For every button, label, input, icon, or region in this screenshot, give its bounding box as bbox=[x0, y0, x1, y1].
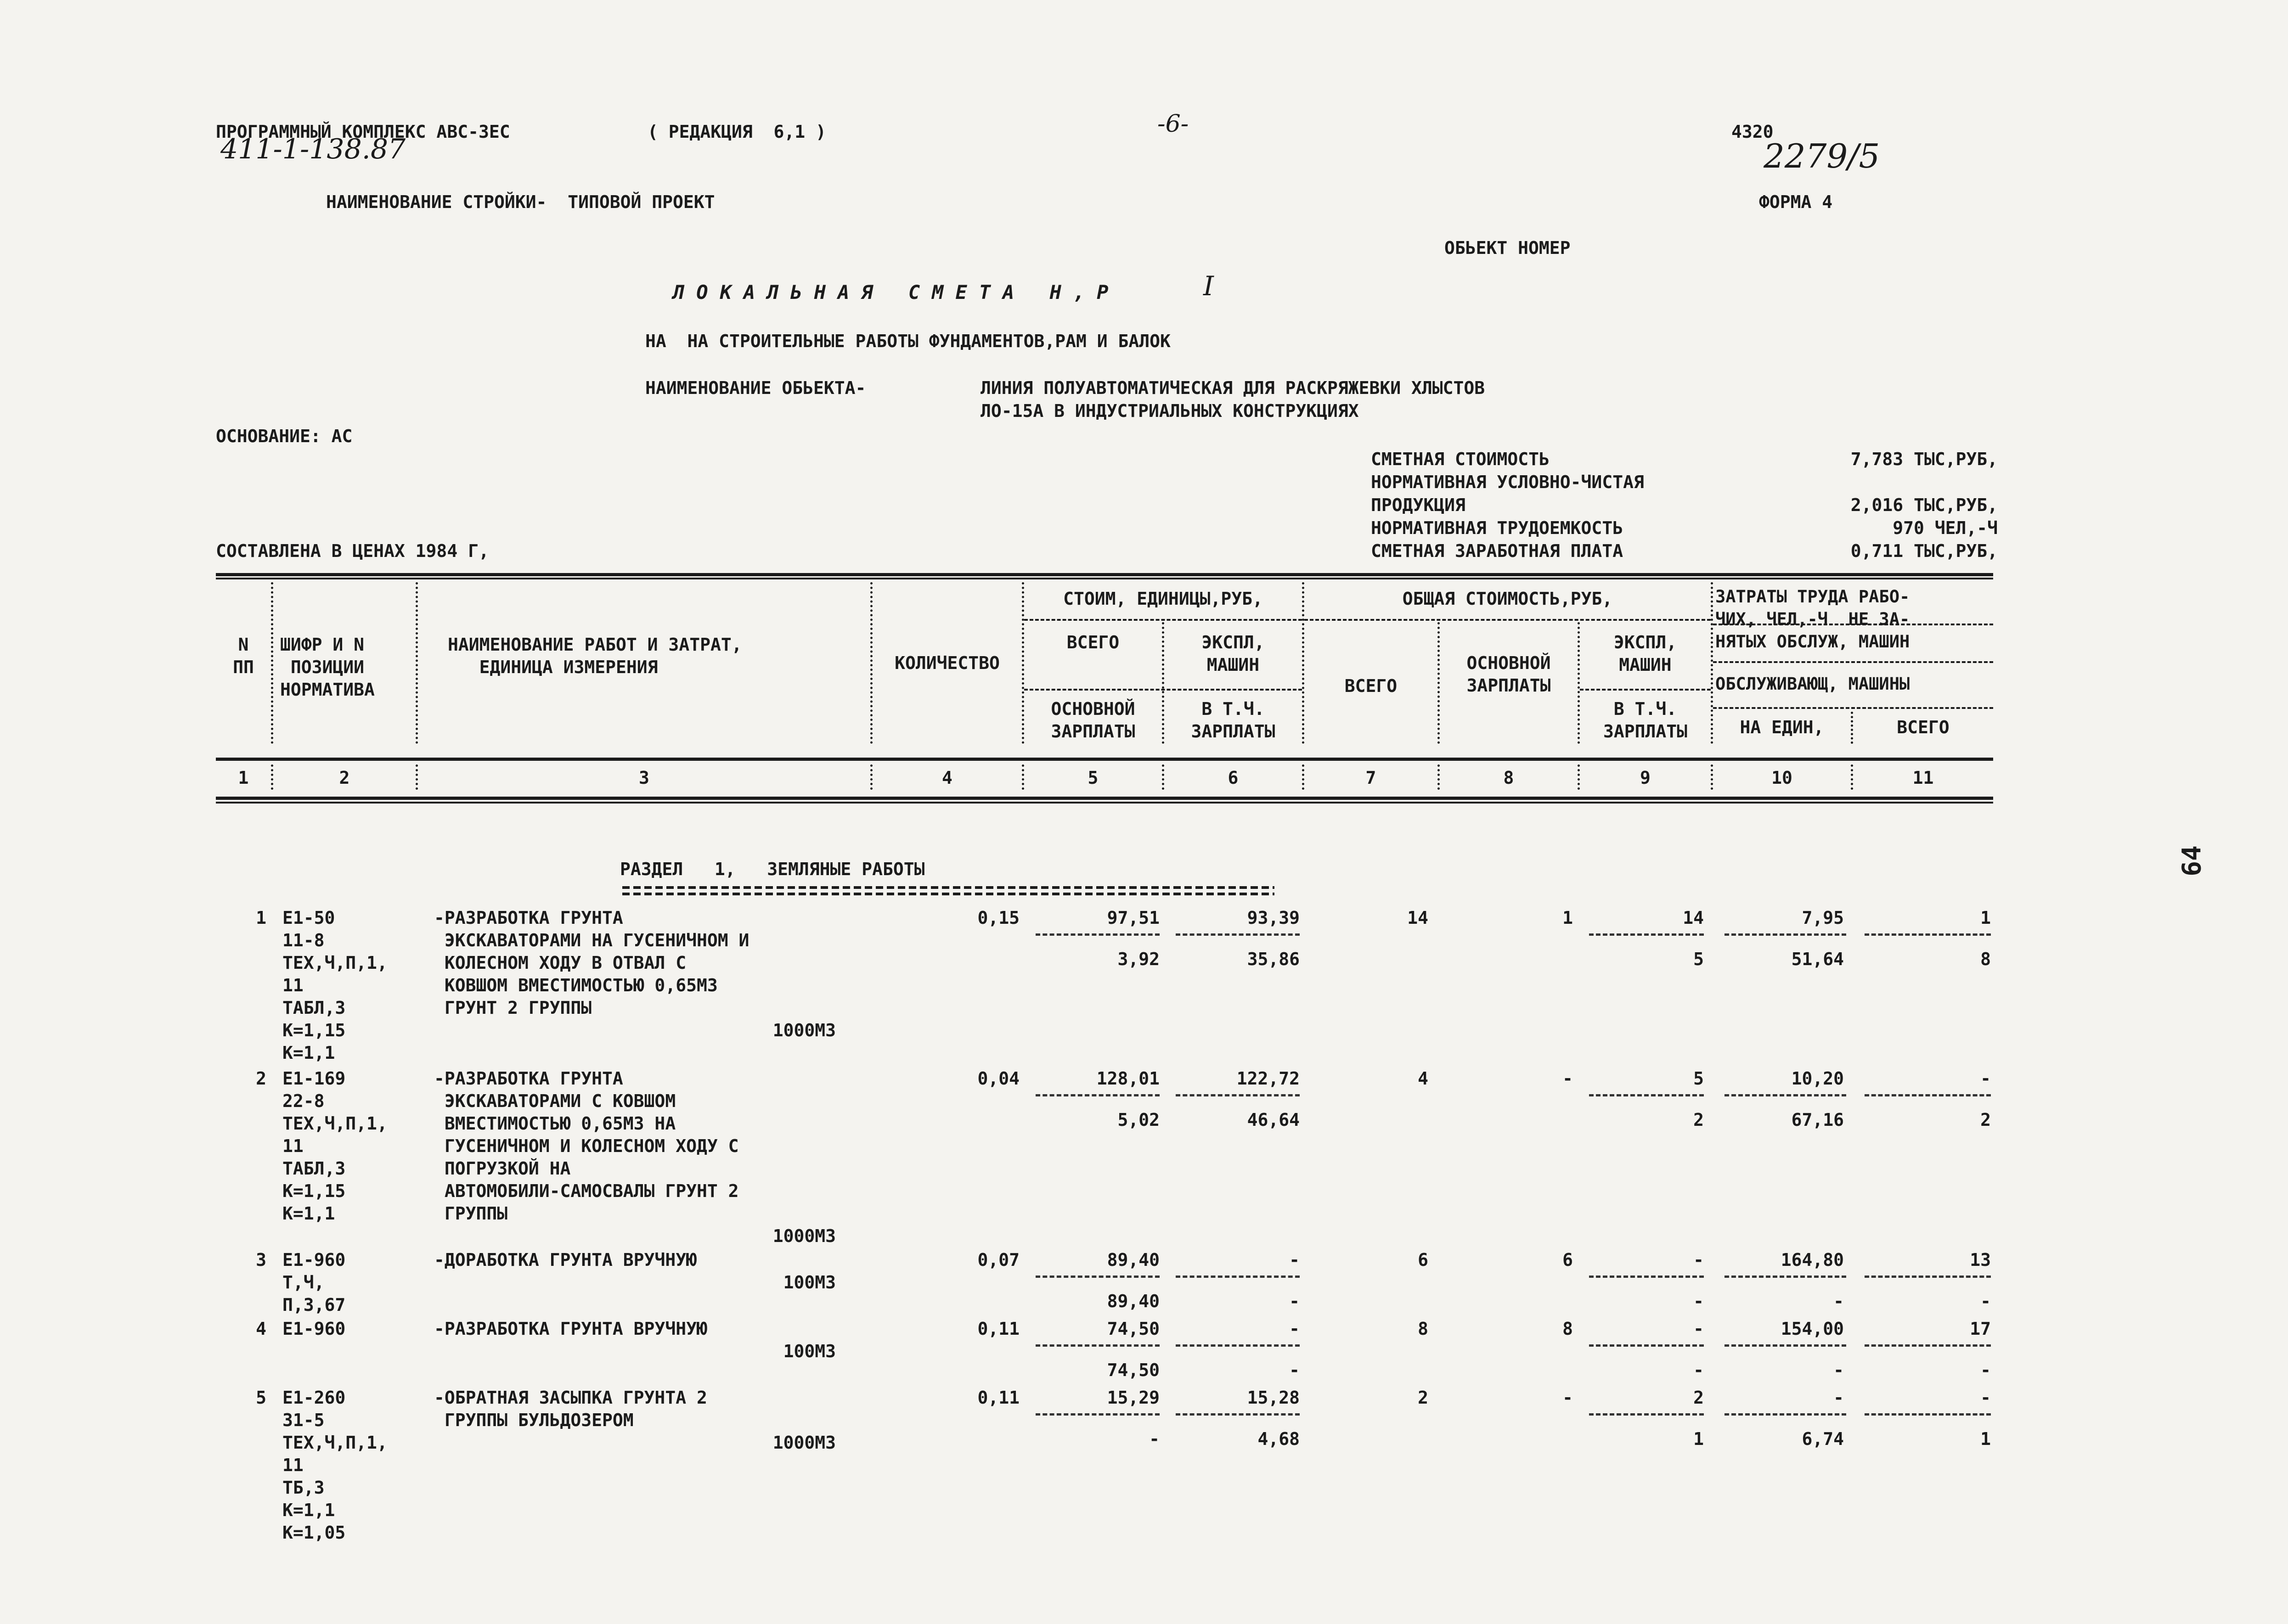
row-unit-machines: 15,28 bbox=[1247, 1388, 1300, 1408]
basis: ОСНОВАНИЕ: АС bbox=[216, 426, 353, 446]
summary-label: НОРМАТИВНАЯ УСЛОВНО-ЧИСТАЯ bbox=[1371, 472, 1644, 492]
handwritten-project-number: 411-1-138.87 bbox=[220, 133, 406, 165]
col-header-base-wage: ОСНОВНОЙ ЗАРПЛАТЫ bbox=[1051, 699, 1135, 742]
col-header-qty: КОЛИЧЕСТВО bbox=[895, 653, 1000, 673]
row-incl-wage: 2 bbox=[1693, 1110, 1704, 1130]
row-code: Е1-960 Т,Ч, П,3,67 bbox=[282, 1250, 346, 1315]
row-unit-total: 74,50 bbox=[1107, 1319, 1160, 1339]
row-machines: 5 bbox=[1693, 1068, 1704, 1089]
code-4320: 4320 bbox=[1731, 122, 1774, 142]
row-rule bbox=[1036, 933, 1160, 936]
row-labor-total: - bbox=[1980, 1388, 1991, 1408]
col-number: 3 bbox=[639, 768, 649, 788]
row-name: -РАЗРАБОТКА ГРУНТА ВРУЧНУЮ bbox=[434, 1319, 707, 1339]
col-number: 6 bbox=[1228, 768, 1239, 788]
row-machine-labor-per-unit: - bbox=[1833, 1291, 1844, 1311]
row-quantity: 0,04 bbox=[977, 1068, 1020, 1089]
row-total: 14 bbox=[1407, 908, 1428, 928]
col-sep bbox=[1162, 764, 1164, 790]
row-machine-labor-per-unit: - bbox=[1833, 1360, 1844, 1380]
rule bbox=[216, 797, 1993, 800]
col-header-incl-wage: В Т.Ч. ЗАРПЛАТЫ bbox=[1191, 699, 1275, 742]
row-code: Е1-50 11-8 ТЕХ,Ч,П,1, 11 ТАБЛ,3 К=1,15 К=1,1 bbox=[282, 908, 388, 1063]
handwritten-sheet-number: 2279/5 bbox=[1764, 137, 1880, 175]
row-incl-wage: - bbox=[1693, 1291, 1704, 1311]
col-sep bbox=[271, 582, 273, 744]
row-machines: 2 bbox=[1693, 1388, 1704, 1408]
row-unit-base-wage: 5,02 bbox=[1117, 1110, 1160, 1130]
row-name: -РАЗРАБОТКА ГРУНТА ЭКСКАВАТОРАМИ С КОВШОМ ВМЕСТИМОСТЬЮ 0,65М3 НА ГУСЕНИЧНОМ И КОЛЕСНОМ ХОДУ С ПОГРУЗКОЙ НА АВТОМОБИЛИ-САМОСВАЛЫ ГРУНТ 2 ГРУППЫ bbox=[434, 1068, 739, 1224]
row-rule bbox=[1865, 1276, 1991, 1278]
row-total: 8 bbox=[1418, 1319, 1428, 1339]
row-incl-wage: 5 bbox=[1693, 949, 1704, 969]
summary-value: 0,711 ТЫС,РУБ, bbox=[1850, 541, 1998, 561]
col-sep bbox=[1302, 764, 1304, 790]
col-sep bbox=[1851, 764, 1853, 790]
row-quantity: 0,15 bbox=[977, 908, 1020, 928]
row-unit-machines: - bbox=[1289, 1250, 1300, 1270]
summary-label: СМЕТНАЯ СТОИМОСТЬ bbox=[1371, 449, 1550, 469]
rule bbox=[216, 578, 1993, 579]
row-machines: 14 bbox=[1683, 908, 1704, 928]
row-number: 5 bbox=[256, 1388, 266, 1408]
row-quantity: 0,07 bbox=[977, 1250, 1020, 1270]
row-unit-base-wage: 3,92 bbox=[1117, 949, 1160, 969]
row-unit-incl-wage: 46,64 bbox=[1247, 1110, 1300, 1130]
object-line-2: ЛО-15А В ИНДУСТРИАЛЬНЫХ КОНСТРУКЦИЯХ bbox=[981, 401, 1359, 421]
row-quantity: 0,11 bbox=[977, 1319, 1020, 1339]
row-unit: 1000М3 bbox=[772, 1433, 836, 1453]
row-machine-labor-total: 1 bbox=[1980, 1429, 1991, 1449]
row-number: 2 bbox=[256, 1068, 266, 1089]
col-header-n: N ПП bbox=[233, 635, 254, 677]
row-total: 2 bbox=[1418, 1388, 1428, 1408]
col-sep bbox=[1578, 764, 1580, 790]
row-rule bbox=[1865, 1344, 1991, 1347]
row-unit-machines: 93,39 bbox=[1247, 908, 1300, 928]
row-machine-labor-total: 2 bbox=[1980, 1110, 1991, 1130]
row-code: Е1-960 bbox=[282, 1319, 346, 1339]
row-rule bbox=[1589, 1276, 1704, 1278]
form-number: ФОРМА 4 bbox=[1759, 192, 1833, 212]
program-name: ПРОГРАММНЫЙ КОМПЛЕКС АВС-3ЕС bbox=[216, 122, 510, 142]
row-unit-total: 89,40 bbox=[1107, 1250, 1160, 1270]
row-unit: 100М3 bbox=[783, 1341, 836, 1361]
object-number-label: ОБЬЕКТ НОМЕР bbox=[1444, 238, 1571, 258]
row-rule bbox=[1036, 1413, 1160, 1416]
row-rule bbox=[1036, 1094, 1160, 1096]
row-unit-base-wage: 89,40 bbox=[1107, 1291, 1160, 1311]
row-incl-wage: 1 bbox=[1693, 1429, 1704, 1449]
col-header-incl-wage-9: В Т.Ч. ЗАРПЛАТЫ bbox=[1603, 699, 1688, 742]
row-name: -РАЗРАБОТКА ГРУНТА ЭКСКАВАТОРАМИ НА ГУСЕНИЧНОМ И КОЛЕСНОМ ХОДУ В ОТВАЛ С КОВШОМ ВМЕСТИМОСТЬЮ 0,65М3 ГРУНТ 2 ГРУППЫ bbox=[434, 908, 750, 1018]
row-machine-labor-per-unit: 6,74 bbox=[1802, 1429, 1844, 1449]
object-line-1: ЛИНИЯ ПОЛУАВТОМАТИЧЕСКАЯ ДЛЯ РАСКРЯЖЕВКИ ХЛЫСТОВ bbox=[981, 378, 1485, 398]
summary-label: ПРОДУКЦИЯ bbox=[1371, 495, 1465, 515]
section-title: РАЗДЕЛ 1, ЗЕМЛЯНЫЕ РАБОТЫ bbox=[620, 859, 925, 879]
col-header-name: НАИМЕНОВАНИЕ РАБОТ И ЗАТРАТ, ЕДИНИЦА ИЗМЕРЕНИЯ bbox=[448, 635, 742, 677]
object-label: НАИМЕНОВАНИЕ ОБЬЕКТА- bbox=[645, 378, 866, 398]
row-machines: - bbox=[1693, 1250, 1704, 1270]
rule bbox=[216, 573, 1993, 576]
row-incl-wage: - bbox=[1693, 1360, 1704, 1380]
summary-label: НОРМАТИВНАЯ ТРУДОЕМКОСТЬ bbox=[1371, 518, 1623, 538]
row-quantity: 0,11 bbox=[977, 1388, 1020, 1408]
row-rule bbox=[1589, 1094, 1704, 1096]
row-unit: 1000М3 bbox=[772, 1020, 836, 1040]
rule bbox=[1580, 689, 1711, 691]
row-labor-per-unit: 154,00 bbox=[1781, 1319, 1844, 1339]
document-title-number: I bbox=[1203, 270, 1214, 302]
col-number: 7 bbox=[1365, 768, 1376, 788]
row-labor-per-unit: 164,80 bbox=[1781, 1250, 1844, 1270]
page-mark: -6- bbox=[1157, 110, 1189, 138]
row-unit-machines: - bbox=[1289, 1319, 1300, 1339]
prices-year: СОСТАВЛЕНА В ЦЕНАХ 1984 Г, bbox=[216, 541, 489, 561]
row-rule bbox=[1865, 1413, 1991, 1416]
row-rule bbox=[1176, 933, 1300, 936]
row-labor-per-unit: 10,20 bbox=[1791, 1068, 1844, 1089]
row-unit-base-wage: - bbox=[1149, 1429, 1160, 1449]
row-base-wage: - bbox=[1562, 1388, 1573, 1408]
row-labor-per-unit: - bbox=[1833, 1388, 1844, 1408]
col-group-unit-cost: СТОИМ, ЕДИНИЦЫ,РУБ, bbox=[1063, 589, 1263, 609]
row-rule bbox=[1589, 1344, 1704, 1347]
col-sep bbox=[870, 764, 873, 790]
row-unit-incl-wage: - bbox=[1289, 1360, 1300, 1380]
col-sep bbox=[416, 764, 418, 790]
row-rule bbox=[1176, 1413, 1300, 1416]
row-total: 4 bbox=[1418, 1068, 1428, 1089]
col-number: 4 bbox=[942, 768, 952, 788]
row-rule bbox=[1724, 1094, 1846, 1096]
col-number: 5 bbox=[1088, 768, 1099, 788]
row-rule bbox=[1176, 1344, 1300, 1347]
col-group-labor: ЗАТРАТЫ ТРУДА РАБО- ЧИХ, ЧЕЛ,-Ч НЕ ЗА- НЯТЫХ ОБСЛУЖ, МАШИН bbox=[1715, 587, 1910, 652]
row-base-wage: 1 bbox=[1562, 908, 1573, 928]
summary-value: 2,016 ТЫС,РУБ, bbox=[1850, 495, 1998, 515]
row-total: 6 bbox=[1418, 1250, 1428, 1270]
row-machine-labor-total: - bbox=[1980, 1291, 1991, 1311]
row-rule bbox=[1724, 1276, 1846, 1278]
side-page-mark: 64 bbox=[2177, 845, 2207, 877]
summary-label: СМЕТНАЯ ЗАРАБОТНАЯ ПЛАТА bbox=[1371, 541, 1623, 561]
col-sep bbox=[1437, 764, 1440, 790]
rule bbox=[216, 758, 1993, 761]
row-unit: 100М3 bbox=[783, 1272, 836, 1292]
col-header-total: ВСЕГО bbox=[1066, 632, 1120, 652]
row-labor-total: 1 bbox=[1980, 908, 1991, 928]
row-rule bbox=[1589, 1413, 1704, 1416]
col-group-labor-machines: ОБСЛУЖИВАЮЩ, МАШИНЫ bbox=[1715, 674, 1910, 694]
rule bbox=[216, 802, 1993, 804]
row-rule bbox=[1176, 1094, 1300, 1096]
row-rule bbox=[1176, 1276, 1300, 1278]
col-number: 9 bbox=[1640, 768, 1651, 788]
document-title: ЛОКАЛЬНАЯ СМЕТА Н,Р bbox=[673, 281, 1121, 303]
col-header-code: ШИФР И N ПОЗИЦИИ НОРМАТИВА bbox=[280, 635, 375, 700]
row-unit-total: 97,51 bbox=[1107, 908, 1160, 928]
row-labor-total: - bbox=[1980, 1068, 1991, 1089]
row-name: -ОБРАТНАЯ ЗАСЫПКА ГРУНТА 2 ГРУППЫ БУЛЬДОЗЕРОМ bbox=[434, 1388, 707, 1430]
row-code: Е1-260 31-5 ТЕХ,Ч,П,1, 11 ТБ,3 К=1,1 К=1,05 bbox=[282, 1388, 388, 1543]
row-unit: 1000М3 bbox=[772, 1226, 836, 1246]
row-number: 4 bbox=[256, 1319, 266, 1339]
col-number: 1 bbox=[238, 768, 249, 788]
row-machine-labor-per-unit: 67,16 bbox=[1791, 1110, 1844, 1130]
row-labor-total: 13 bbox=[1970, 1250, 1991, 1270]
document-subtitle: НА НА СТРОИТЕЛЬНЫЕ РАБОТЫ ФУНДАМЕНТОВ,РАМ И БАЛОК bbox=[645, 331, 1171, 351]
row-rule bbox=[1589, 933, 1704, 936]
row-rule bbox=[1724, 933, 1846, 936]
row-base-wage: 6 bbox=[1562, 1250, 1573, 1270]
col-group-total-cost: ОБЩАЯ СТОИМОСТЬ,РУБ, bbox=[1402, 589, 1613, 609]
col-sep bbox=[271, 764, 273, 790]
col-number: 11 bbox=[1912, 768, 1934, 788]
row-base-wage: - bbox=[1562, 1068, 1573, 1089]
row-machine-labor-total: - bbox=[1980, 1360, 1991, 1380]
section-underline bbox=[622, 886, 1274, 896]
col-number: 8 bbox=[1503, 768, 1514, 788]
rule bbox=[1024, 689, 1302, 691]
row-unit-base-wage: 74,50 bbox=[1107, 1360, 1160, 1380]
row-unit-machines: 122,72 bbox=[1236, 1068, 1300, 1089]
col-header-base-wage-8: ОСНОВНОЙ ЗАРПЛАТЫ bbox=[1466, 653, 1551, 696]
row-code: Е1-169 22-8 ТЕХ,Ч,П,1, 11 ТАБЛ,3 К=1,15 К=1,1 bbox=[282, 1068, 388, 1224]
col-header-machines-9: ЭКСПЛ, МАШИН bbox=[1613, 632, 1677, 675]
row-number: 1 bbox=[256, 908, 266, 928]
row-unit-total: 15,29 bbox=[1107, 1388, 1160, 1408]
row-unit-incl-wage: 35,86 bbox=[1247, 949, 1300, 969]
row-rule bbox=[1865, 933, 1991, 936]
row-name: -ДОРАБОТКА ГРУНТА ВРУЧНУЮ bbox=[434, 1250, 697, 1270]
row-unit-total: 128,01 bbox=[1096, 1068, 1160, 1089]
col-number: 2 bbox=[339, 768, 350, 788]
row-rule bbox=[1865, 1094, 1991, 1096]
col-header-per-unit: НА ЕДИН, bbox=[1740, 717, 1824, 737]
row-machine-labor-per-unit: 51,64 bbox=[1791, 949, 1844, 969]
col-header-total-11: ВСЕГО bbox=[1897, 717, 1950, 737]
row-unit-incl-wage: 4,68 bbox=[1257, 1429, 1300, 1449]
rule bbox=[1024, 619, 1302, 621]
rule bbox=[1304, 619, 1711, 621]
row-machines: - bbox=[1693, 1319, 1704, 1339]
row-unit-incl-wage: - bbox=[1289, 1291, 1300, 1311]
col-sep bbox=[416, 582, 418, 744]
row-rule bbox=[1036, 1276, 1160, 1278]
rule bbox=[1713, 707, 1993, 709]
edition: ( РЕДАКЦИЯ 6,1 ) bbox=[648, 122, 826, 142]
row-labor-per-unit: 7,95 bbox=[1802, 908, 1844, 928]
row-rule bbox=[1724, 1413, 1846, 1416]
row-labor-total: 17 bbox=[1970, 1319, 1991, 1339]
summary-value: 970 ЧЕЛ,-Ч bbox=[1893, 518, 1998, 538]
build-name: НАИМЕНОВАНИЕ СТРОЙКИ- ТИПОВОЙ ПРОЕКТ bbox=[326, 192, 715, 212]
col-header-machines: ЭКСПЛ, МАШИН bbox=[1201, 632, 1265, 675]
summary-value: 7,783 ТЫС,РУБ, bbox=[1850, 449, 1998, 469]
row-rule bbox=[1036, 1344, 1160, 1347]
col-sep bbox=[1711, 764, 1713, 790]
row-machine-labor-total: 8 bbox=[1980, 949, 1991, 969]
col-number: 10 bbox=[1771, 768, 1792, 788]
row-rule bbox=[1724, 1344, 1846, 1347]
row-base-wage: 8 bbox=[1562, 1319, 1573, 1339]
col-header-total-7: ВСЕГО bbox=[1344, 676, 1398, 696]
rule bbox=[1713, 661, 1993, 663]
row-number: 3 bbox=[256, 1250, 266, 1270]
col-sep bbox=[1022, 764, 1024, 790]
